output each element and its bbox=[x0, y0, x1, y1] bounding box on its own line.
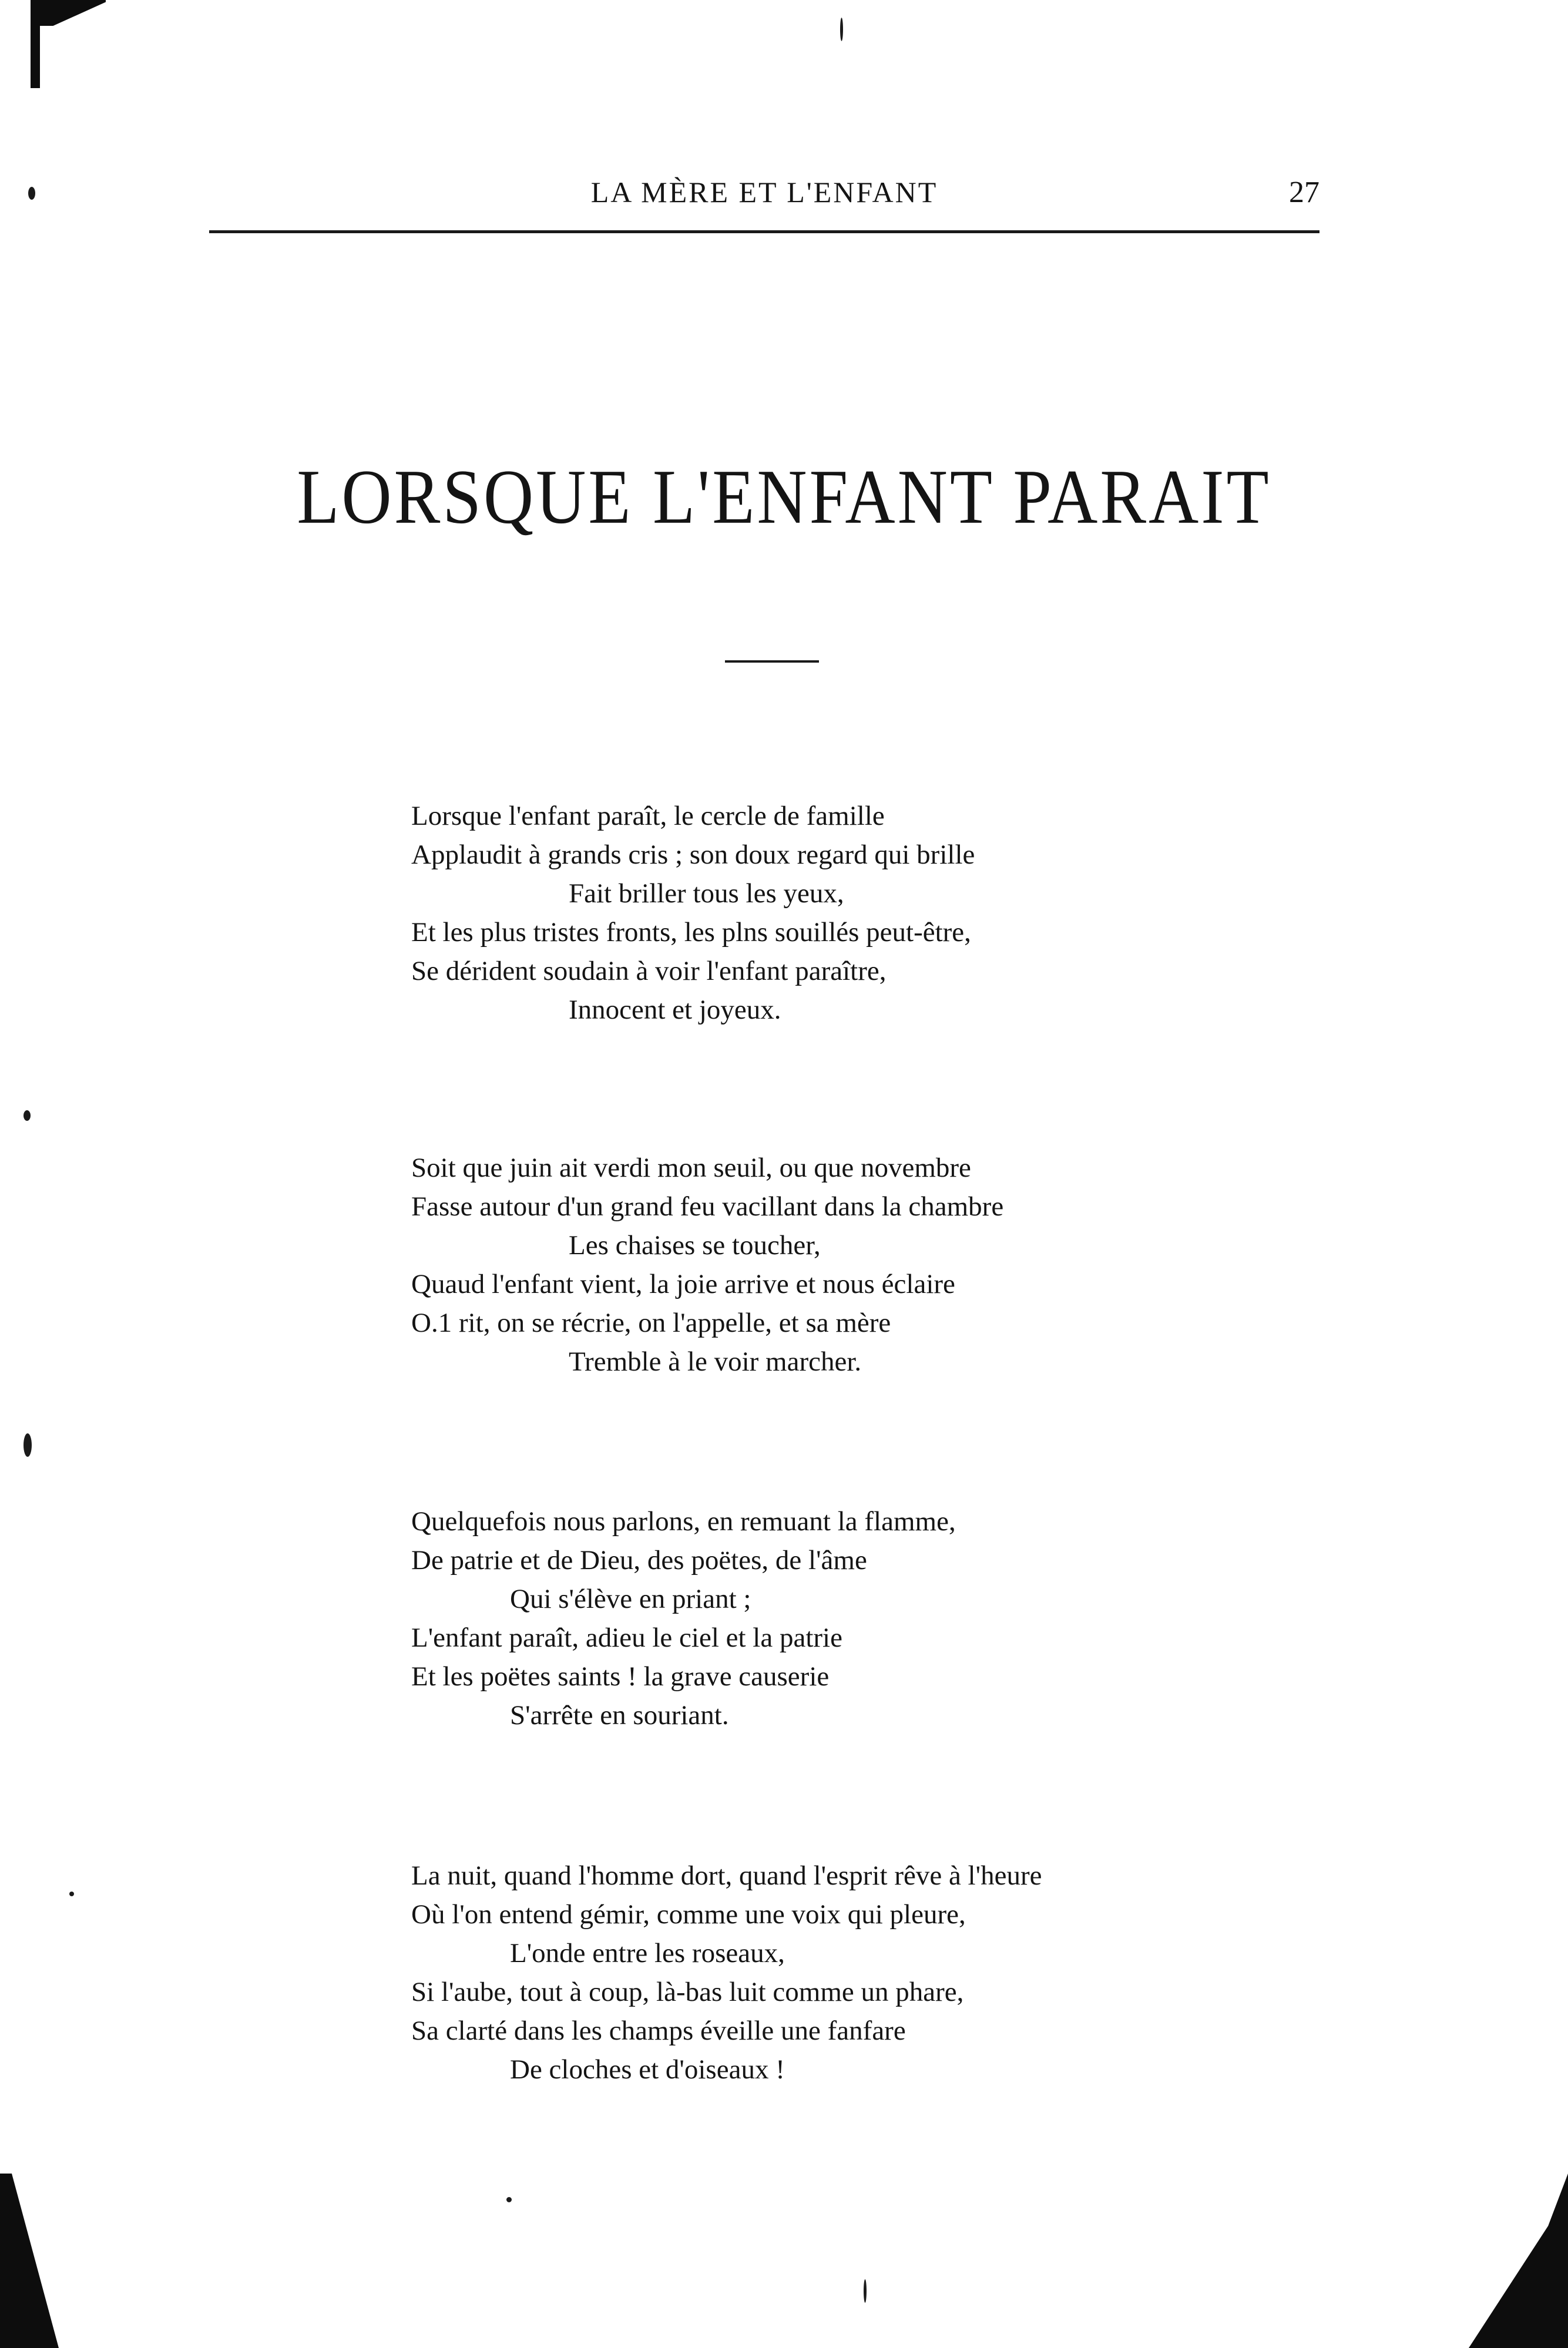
verse-line: L'onde entre les roseaux, bbox=[510, 1938, 785, 1969]
stanza-1 bbox=[411, 797, 1410, 1029]
stanza-2 bbox=[411, 1148, 1410, 1381]
page-number: 27 bbox=[1289, 176, 1319, 209]
verse-line: Lorsque l'enfant paraît, le cercle de famille bbox=[411, 801, 885, 831]
scan-speck bbox=[506, 2197, 512, 2202]
scan-corner-bottom-left bbox=[0, 2174, 59, 2348]
verse-line: Et les plus tristes fronts, les plns souillés peut-être, bbox=[411, 917, 971, 948]
verse-line: De cloches et d'oiseaux ! bbox=[510, 2054, 785, 2085]
verse-line: L'enfant paraît, adieu le ciel et la patrie bbox=[411, 1623, 842, 1653]
verse-line: Fait briller tous les yeux, bbox=[569, 878, 844, 909]
verse-line: Soit que juin ait verdi mon seuil, ou que novembre bbox=[411, 1153, 971, 1183]
verse-line: Se dérident soudain à voir l'enfant paraître, bbox=[411, 956, 887, 986]
title-rule bbox=[725, 660, 819, 663]
scan-speck bbox=[23, 1110, 31, 1121]
verse-line: Fasse autour d'un grand feu vacillant dans la chambre bbox=[411, 1191, 1004, 1222]
verse-line: Si l'aube, tout à coup, là-bas luit comme un phare, bbox=[411, 1977, 964, 2007]
verse-line: Quelquefois nous parlons, en remuant la flamme, bbox=[411, 1506, 956, 1537]
verse-line: Et les poëtes saints ! la grave causerie bbox=[411, 1661, 830, 1692]
verse-line: S'arrête en souriant. bbox=[510, 1700, 729, 1731]
stanza-4 bbox=[411, 1856, 1410, 2089]
verse-line: O.1 rit, on se récrie, on l'appelle, et sa mère bbox=[411, 1308, 891, 1338]
running-header bbox=[209, 170, 1319, 226]
scan-corner-bottom-right bbox=[1469, 2174, 1568, 2348]
poem-title: LORSQUE L'ENFANT PARAIT bbox=[297, 454, 1271, 540]
verse-line: Sa clarté dans les champs éveille une fanfare bbox=[411, 2016, 906, 2046]
scan-speck bbox=[864, 2279, 867, 2303]
verse-line: Tremble à le voir marcher. bbox=[569, 1346, 862, 1377]
scan-speck bbox=[23, 1433, 32, 1457]
scan-corner-top-left bbox=[31, 0, 106, 26]
scan-edge-top-left bbox=[31, 0, 40, 88]
verse-line: Les chaises se toucher, bbox=[569, 1230, 821, 1261]
verse-line: Qui s'élève en priant ; bbox=[510, 1584, 751, 1614]
scan-speck bbox=[840, 18, 843, 41]
verse-line: Où l'on entend gémir, comme une voix qui pleure, bbox=[411, 1899, 966, 1930]
verse-line: Applaudit à grands cris ; son doux regard qui brille bbox=[411, 839, 975, 870]
stanza-3 bbox=[411, 1502, 1410, 1735]
verse-line: Innocent et joyeux. bbox=[569, 995, 781, 1025]
running-title: LA MÈRE ET L'ENFANT bbox=[590, 176, 938, 209]
verse-line: La nuit, quand l'homme dort, quand l'esprit rêve à l'heure bbox=[411, 1860, 1042, 1891]
verse-line: De patrie et de Dieu, des poëtes, de l'âme bbox=[411, 1545, 867, 1576]
verse-line: Quaud l'enfant vient, la joie arrive et nous éclaire bbox=[411, 1269, 955, 1299]
scan-speck bbox=[28, 187, 35, 200]
scan-speck bbox=[69, 1892, 74, 1896]
header-rule bbox=[209, 230, 1319, 233]
